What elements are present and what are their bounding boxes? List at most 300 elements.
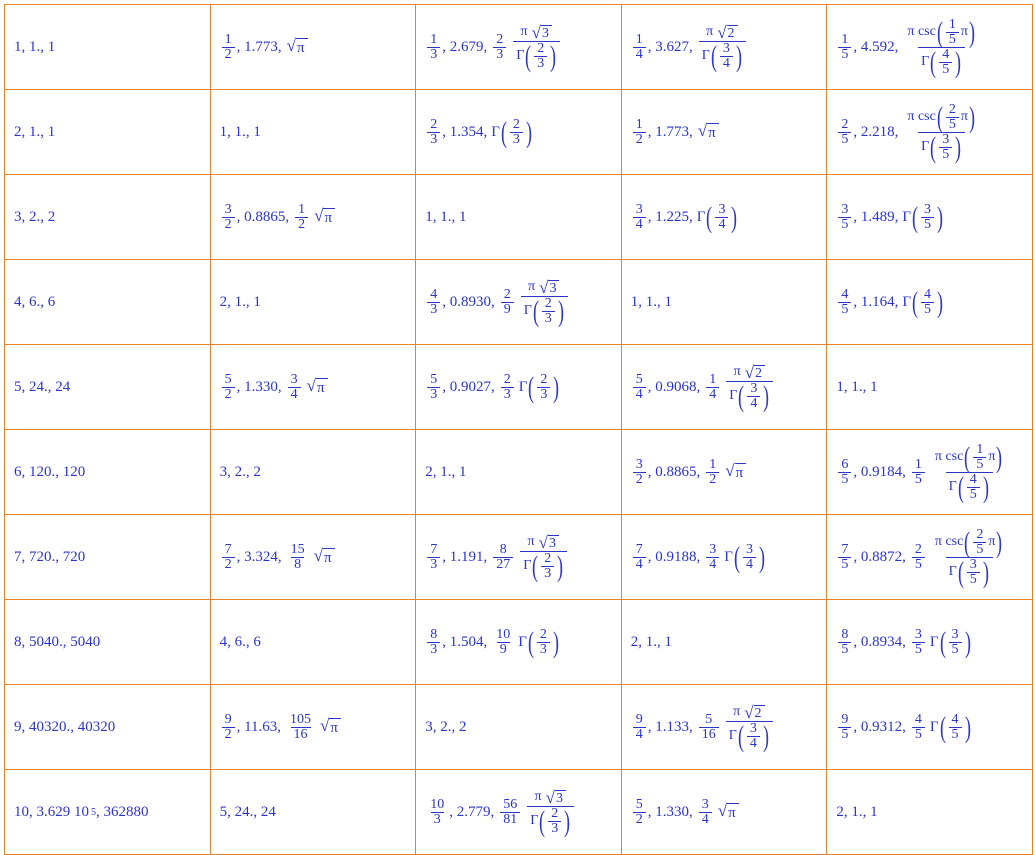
index-fraction	[633, 713, 646, 742]
fraction-denominator: 27	[493, 557, 513, 572]
table-cell	[827, 600, 1033, 685]
cell-content	[836, 804, 1024, 821]
fraction-denominator	[527, 806, 574, 836]
fraction-numerator: 3	[701, 796, 709, 812]
radicand: 2	[754, 705, 765, 721]
table-cell	[621, 600, 827, 685]
fraction-denominator: 2	[706, 472, 719, 487]
radical-sign: √	[545, 787, 555, 807]
pi-times-sqrt: π √ 2	[706, 24, 738, 41]
gamma-function: Γ ( $\frac{4}{5}$ )	[929, 710, 971, 744]
coefficient-fraction	[706, 373, 719, 402]
table-cell	[210, 90, 416, 175]
table-body	[5, 5, 1033, 855]
cell-content	[425, 789, 613, 836]
radicand: π	[735, 463, 747, 482]
fraction-numerator: 3	[709, 541, 717, 557]
numeric-value: , 1.354,	[442, 123, 488, 140]
fraction-numerator: 9	[635, 711, 643, 727]
fraction-numerator: 105	[290, 711, 312, 727]
fraction-denominator: 4	[633, 727, 646, 742]
cell-content	[631, 634, 819, 651]
cell-content	[14, 379, 202, 396]
table-row	[5, 430, 1033, 515]
index-fraction	[427, 798, 447, 827]
plain-triple: 2, 1., 1	[836, 803, 878, 820]
fraction-denominator: 4	[747, 396, 760, 411]
pi-sqrt2-over-gamma	[699, 24, 746, 71]
fraction-numerator: 3	[745, 541, 753, 557]
fraction-denominator: 3	[534, 56, 547, 71]
cell-content	[836, 15, 1024, 79]
fraction-numerator: 2	[503, 371, 511, 387]
plain-triple: 6, 120., 120	[14, 463, 86, 480]
table-cell	[827, 685, 1033, 770]
cell-content	[836, 285, 1024, 319]
gamma-argument	[949, 628, 962, 657]
coefficient-fraction	[493, 33, 506, 62]
cell-content	[425, 279, 613, 326]
fraction-numerator: 4	[914, 711, 922, 727]
coefficient-fraction	[493, 628, 513, 657]
fraction-denominator: 16	[699, 727, 719, 742]
cell-content	[631, 24, 819, 71]
fraction-numerator: 3	[914, 626, 922, 642]
gamma-argument	[939, 48, 952, 77]
fraction-numerator	[518, 24, 556, 41]
table-cell	[416, 345, 622, 430]
radicand: π	[323, 208, 335, 227]
fraction-numerator: 1	[948, 16, 956, 32]
pi-sqrt3-over-gamma	[520, 534, 567, 581]
fraction-numerator	[703, 24, 741, 41]
coefficient-fraction	[501, 373, 514, 402]
pi-times-sqrt: π √ 3	[535, 789, 567, 806]
fraction-denominator: 16	[291, 727, 311, 742]
table-cell	[827, 515, 1033, 600]
fraction-numerator: 2	[539, 626, 547, 642]
numeric-value: , 0.9312,	[853, 718, 906, 735]
table-row	[5, 345, 1033, 430]
fraction-denominator: 2	[222, 557, 235, 572]
radical-sign: √	[539, 277, 549, 297]
fraction-numerator: 2	[544, 550, 552, 566]
cell-content	[836, 710, 1024, 744]
fraction-numerator: 15	[290, 541, 305, 557]
fraction-denominator: 3	[501, 387, 514, 402]
fraction-denominator	[918, 132, 965, 162]
pi-sqrt2-over-gamma	[726, 704, 773, 751]
fraction-numerator: 4	[430, 286, 438, 302]
numeric-value: , 3.324,	[236, 548, 282, 565]
table-cell	[210, 685, 416, 770]
fraction-numerator: 3	[718, 201, 726, 217]
gamma-function: Γ ( $\frac{2}{3}$ )	[518, 370, 560, 404]
fraction-numerator: 5	[430, 371, 438, 387]
gamma-function: Γ ( $\frac{4}{5}$ )	[948, 470, 989, 504]
radical-sign: √	[697, 121, 708, 141]
sqrt-pi	[724, 462, 747, 482]
pi-sqrt3-over-gamma	[527, 789, 574, 836]
fraction-denominator	[699, 41, 746, 71]
index-fraction	[838, 118, 851, 147]
sqrt-pi	[697, 122, 720, 142]
fraction-denominator: 2	[222, 47, 235, 62]
index-fraction	[633, 33, 646, 62]
fraction-denominator: 4	[633, 47, 646, 62]
coefficient-fraction	[699, 798, 712, 827]
fraction-denominator: 5	[912, 557, 925, 572]
index-fraction	[427, 373, 440, 402]
table-cell	[5, 5, 211, 90]
cell-content	[220, 464, 408, 481]
fraction-denominator: 4	[288, 387, 301, 402]
gamma-function: Γ ( $\frac{3}{5}$ )	[902, 200, 944, 234]
gamma-argument	[747, 382, 760, 411]
fraction-denominator: 3	[537, 387, 550, 402]
gamma-function: Γ ( $\frac{3}{4}$ )	[728, 719, 769, 753]
sqrt-pi	[313, 207, 336, 227]
fraction-numerator: 9	[841, 711, 849, 727]
fraction-numerator: 3	[290, 371, 298, 387]
fraction-denominator: 5	[912, 727, 925, 742]
sqrt-pi	[286, 37, 309, 57]
fraction-numerator: 3	[841, 201, 849, 217]
table-row	[5, 260, 1033, 345]
gamma-function: Γ ( $\frac{2}{3}$ )	[530, 804, 571, 838]
fraction-numerator: 4	[951, 711, 959, 727]
plain-triple: 2, 1., 1	[630, 633, 673, 650]
fraction-denominator: 4	[633, 217, 646, 232]
fraction-denominator: 4	[715, 217, 728, 232]
fraction-denominator: 3	[548, 821, 561, 836]
radical-sign: √	[744, 702, 754, 722]
cell-content	[14, 549, 202, 566]
radicand: 3	[548, 535, 559, 551]
square-root	[745, 364, 765, 381]
gamma-function: Γ ( $\frac{3}{4}$ )	[724, 540, 765, 574]
table-row	[5, 600, 1033, 685]
table-cell	[827, 175, 1033, 260]
coefficient-fraction	[706, 458, 719, 487]
fraction-denominator: 5	[838, 47, 851, 62]
fraction-denominator: 5	[946, 117, 959, 132]
square-root	[717, 24, 737, 41]
fraction-numerator: 10	[430, 796, 445, 812]
fraction-denominator: 4	[720, 56, 733, 71]
fraction-numerator: 5	[635, 796, 643, 812]
fraction-numerator: 1	[709, 456, 717, 472]
fraction-denominator: 5	[921, 217, 934, 232]
fraction-denominator: 4	[699, 812, 712, 827]
table-cell	[210, 430, 416, 515]
pi-sqrt3-over-gamma	[513, 24, 560, 71]
cell-content	[425, 24, 613, 71]
square-root	[725, 462, 746, 482]
numeric-value: , 2.679,	[442, 38, 488, 55]
index-fraction	[838, 628, 851, 657]
fraction-denominator: 5	[939, 147, 952, 162]
fraction-denominator: 3	[510, 132, 523, 147]
square-root	[307, 377, 328, 397]
plain-triple: 1, 1., 1	[14, 38, 56, 55]
numeric-value: , 0.9184,	[853, 463, 906, 480]
fraction-numerator	[932, 525, 1007, 559]
fraction-numerator: 3	[722, 40, 730, 56]
cell-content	[425, 625, 613, 659]
numeric-value: , 1.330,	[647, 803, 693, 820]
index-fraction	[633, 798, 646, 827]
fraction-numerator: 1	[430, 31, 438, 47]
table-cell	[827, 90, 1033, 175]
fraction-denominator: 3	[537, 642, 550, 657]
fraction-numerator	[932, 440, 1007, 474]
radical-sign: √	[531, 22, 541, 42]
table-cell	[827, 345, 1033, 430]
fraction-denominator: 2	[633, 812, 646, 827]
fraction-denominator: 5	[967, 487, 980, 502]
cell-content	[425, 209, 613, 226]
coefficient-fraction	[501, 288, 514, 317]
pi-times-sqrt: π √ 3	[528, 534, 560, 551]
cell-content	[220, 634, 408, 651]
fraction-denominator: 5	[838, 472, 851, 487]
table-cell	[621, 90, 827, 175]
square-root	[314, 547, 335, 567]
numeric-value: , 0.8872,	[853, 548, 906, 565]
fraction-numerator: 9	[224, 711, 232, 727]
table-row	[5, 515, 1033, 600]
table-cell	[5, 175, 211, 260]
gamma-function: Γ ( $\frac{3}{4}$ )	[729, 379, 770, 413]
cell-content	[836, 200, 1024, 234]
gamma-function: Γ ( $\frac{2}{3}$ )	[491, 115, 532, 149]
fraction-denominator: 5	[912, 642, 925, 657]
fraction-denominator	[513, 41, 560, 71]
table-cell	[210, 260, 416, 345]
table-cell	[621, 770, 827, 855]
fraction-numerator: 5	[705, 711, 713, 727]
fraction-denominator	[726, 721, 773, 751]
coefficient-fraction	[288, 543, 308, 572]
fraction-denominator: 3	[427, 132, 440, 147]
fraction-denominator	[726, 381, 773, 411]
fraction-numerator: 4	[924, 286, 932, 302]
numeric-value: , 1.191,	[442, 548, 488, 565]
table-cell	[416, 5, 622, 90]
gamma-function: Γ ( $\frac{3}{5}$ )	[921, 130, 962, 164]
fraction-denominator: 5	[946, 32, 959, 47]
index-fraction	[838, 713, 851, 742]
gamma-function: Γ ( $\frac{4}{5}$ )	[902, 285, 944, 319]
fraction-denominator	[918, 47, 965, 77]
plain-triple: 5, 24., 24	[219, 803, 276, 820]
table-cell	[5, 345, 211, 430]
numeric-value: , 4.592,	[853, 38, 899, 55]
plain-triple: 3, 2., 2	[219, 463, 261, 480]
cell-content	[14, 719, 202, 736]
gamma-argument	[747, 722, 760, 751]
cell-content	[425, 719, 613, 736]
pi-csc-over-gamma	[904, 100, 979, 164]
fraction-numerator	[525, 534, 563, 551]
coefficient-fraction	[706, 543, 719, 572]
radical-sign: √	[717, 801, 728, 821]
fraction-denominator	[946, 557, 993, 587]
coefficient-fraction	[912, 713, 925, 742]
fraction-denominator: 2	[222, 217, 235, 232]
coefficient-fraction	[500, 798, 520, 827]
cell-content	[836, 100, 1024, 164]
fraction-numerator: 1	[635, 116, 643, 132]
csc-argument-fraction	[973, 528, 986, 557]
fraction-numerator: 5	[224, 371, 232, 387]
plain-triple: 3, 2., 2	[14, 208, 56, 225]
cell-content	[14, 39, 202, 56]
cell-content	[220, 543, 408, 572]
index-fraction	[838, 288, 851, 317]
fraction-numerator: 8	[430, 626, 438, 642]
numeric-value: , 2.779,	[449, 803, 495, 820]
plain-triple: 7, 720., 720	[14, 548, 86, 565]
table-cell	[416, 770, 622, 855]
pi-csc-over-gamma	[904, 15, 979, 79]
index-fraction	[222, 543, 235, 572]
radical-sign: √	[538, 532, 548, 552]
cell-content	[14, 634, 202, 651]
fraction-denominator: 9	[497, 642, 510, 657]
index-fraction	[838, 458, 851, 487]
fraction-numerator: 2	[551, 805, 559, 821]
index-fraction	[427, 118, 440, 147]
square-root	[698, 122, 719, 142]
sqrt-pi	[717, 802, 740, 822]
fraction-numerator: 8	[841, 626, 849, 642]
pi-times-sqrt: π √ 2	[733, 704, 765, 721]
fraction-numerator: 2	[430, 116, 438, 132]
cell-content	[220, 294, 408, 311]
cell-content	[631, 704, 819, 751]
radicand: 2	[727, 25, 738, 41]
index-fraction	[838, 543, 851, 572]
cosecant-function: π csc ( $\frac{1}{5}$ π )	[907, 15, 975, 49]
table-cell	[210, 345, 416, 430]
fraction-denominator: 5	[921, 302, 934, 317]
radicand: π	[296, 38, 308, 57]
fraction-denominator: 4	[633, 387, 646, 402]
table-cell	[416, 430, 622, 515]
table-cell	[5, 430, 211, 515]
gamma-argument	[541, 552, 554, 581]
table-cell	[416, 260, 622, 345]
index-fraction	[427, 33, 440, 62]
square-root	[320, 717, 341, 737]
fraction-denominator: 4	[747, 736, 760, 751]
radicand: 3	[555, 790, 566, 806]
fraction-denominator: 2	[222, 387, 235, 402]
cosecant-function: π csc ( $\frac{2}{5}$ π )	[907, 100, 975, 134]
table-row	[5, 685, 1033, 770]
fraction-numerator: 2	[948, 101, 956, 117]
cell-content	[14, 464, 202, 481]
numeric-value: , 1.489,	[853, 208, 899, 225]
radicand: π	[316, 378, 328, 397]
fraction-numerator: 6	[841, 456, 849, 472]
gamma-function: Γ ( $\frac{3}{5}$ )	[929, 625, 971, 659]
table-cell	[827, 770, 1033, 855]
fraction-numerator: 1	[976, 441, 984, 457]
numeric-value: , 1.330,	[236, 378, 282, 395]
table-cell	[5, 685, 211, 770]
fraction-denominator: 8	[291, 557, 304, 572]
radical-sign: √	[725, 461, 735, 481]
radicand: 2	[754, 365, 765, 381]
index-fraction	[222, 713, 235, 742]
fraction-denominator: 5	[967, 572, 980, 587]
radical-sign: √	[314, 206, 324, 226]
table-cell	[210, 5, 416, 90]
gamma-argument	[542, 297, 555, 326]
table-cell	[5, 600, 211, 685]
pi-times-sqrt: π √ 3	[528, 279, 560, 296]
cell-content	[425, 115, 613, 149]
numeric-value: , 0.9027,	[442, 378, 495, 395]
coefficient-fraction	[912, 628, 925, 657]
coefficient-fraction	[699, 713, 719, 742]
index-fraction	[633, 118, 646, 147]
fraction-denominator	[520, 551, 567, 581]
gamma-argument	[967, 473, 980, 502]
csc-argument-fraction	[946, 103, 959, 132]
gamma-argument	[537, 373, 550, 402]
fraction-denominator: 81	[500, 812, 520, 827]
index-fraction	[633, 458, 646, 487]
fraction-denominator: 2	[295, 217, 308, 232]
cell-content	[14, 294, 202, 311]
radicand: π	[707, 123, 719, 142]
gamma-function: Γ ( $\frac{2}{3}$ )	[523, 549, 564, 583]
table-cell	[827, 260, 1033, 345]
fraction-numerator	[532, 789, 570, 806]
index-fraction	[222, 203, 235, 232]
radical-sign: √	[313, 546, 323, 566]
cell-content	[14, 209, 202, 226]
cell-content	[631, 364, 819, 411]
cell-content	[836, 440, 1024, 504]
numeric-value: , 0.8930,	[442, 293, 495, 310]
fraction-numerator: 1	[914, 456, 922, 472]
cell-content	[220, 713, 408, 742]
exponent: 5	[91, 806, 96, 818]
radicand: π	[727, 803, 739, 822]
numeric-value: , 2.218,	[853, 123, 899, 140]
fraction-numerator	[731, 364, 769, 381]
table-cell	[210, 600, 416, 685]
radicand: π	[323, 548, 335, 567]
cell-content	[14, 124, 202, 141]
cell-content	[220, 804, 408, 821]
fraction-numerator: 7	[841, 541, 849, 557]
radicand: 3	[548, 280, 559, 296]
table-row	[5, 90, 1033, 175]
plain-triple: 3, 2., 2	[425, 718, 467, 735]
index-fraction	[838, 33, 851, 62]
fraction-numerator: 1	[709, 371, 717, 387]
fraction-numerator: 2	[914, 541, 922, 557]
fraction-denominator: 2	[633, 132, 646, 147]
cell-content	[425, 464, 613, 481]
plain-triple: 2, 1., 1	[14, 123, 56, 140]
